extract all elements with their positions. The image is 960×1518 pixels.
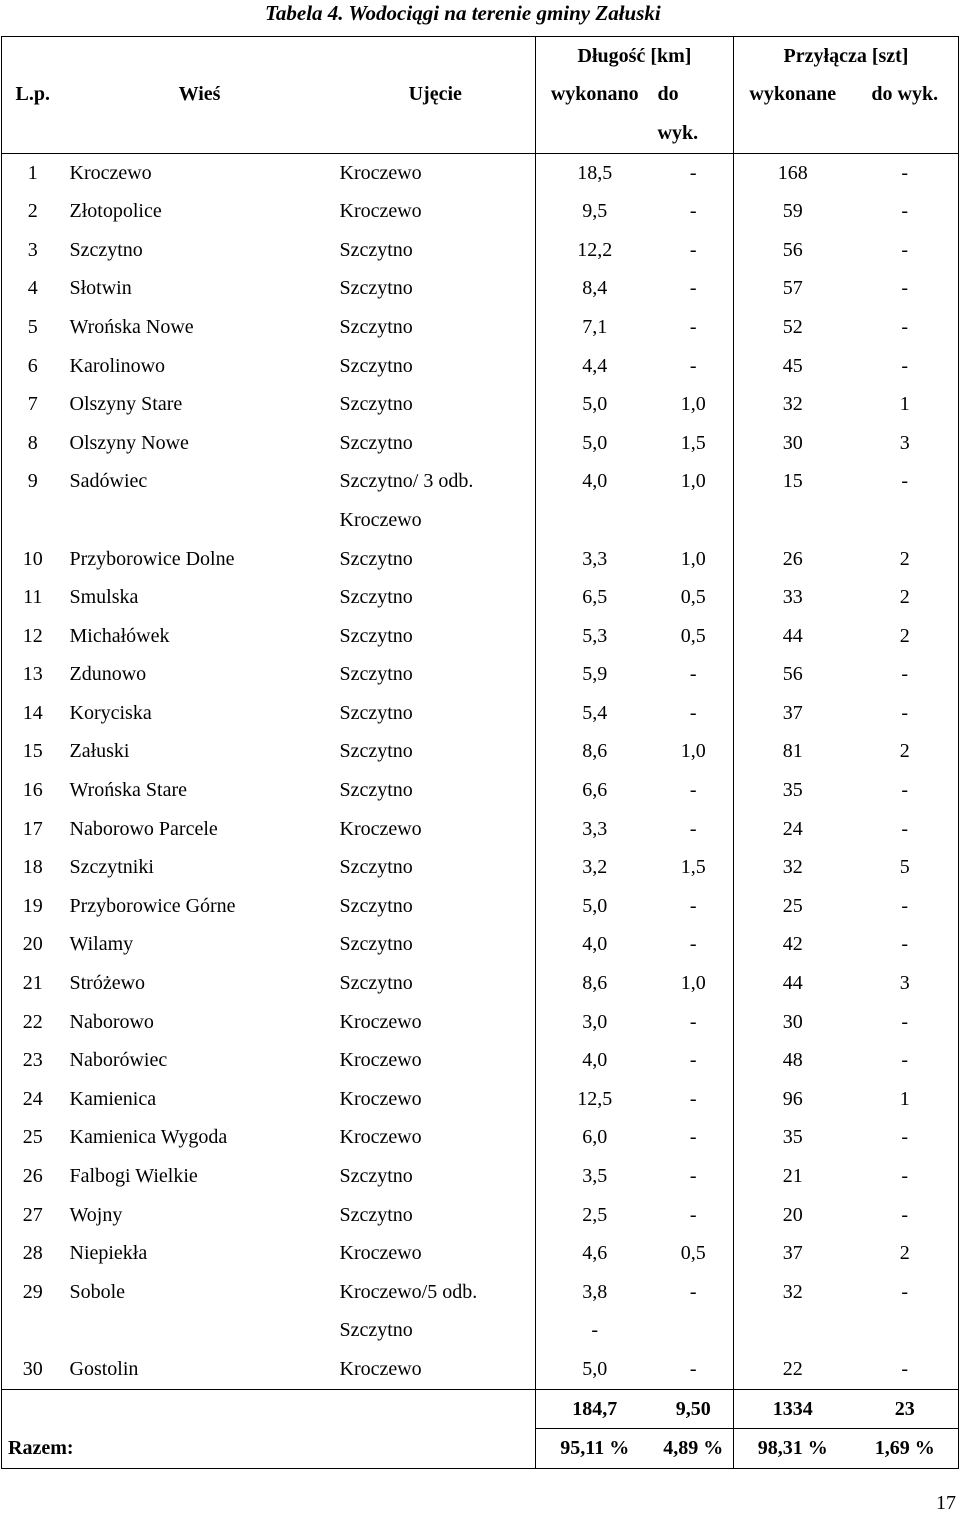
cell-wyk: 6,6 [536, 771, 654, 810]
table-row [2, 1273, 959, 1312]
cell-pd: - [901, 933, 909, 956]
cell-do: - [689, 1126, 697, 1149]
cell-wyk: - [536, 1312, 654, 1351]
cell-do [654, 1312, 734, 1351]
cell-pd: - [901, 663, 909, 686]
cell-wyk: 8,6 [536, 733, 654, 772]
conn-todo-header: do wyk. [871, 83, 939, 106]
cell-pw: 56 [734, 656, 852, 695]
length-done-header: wykonano [536, 76, 654, 115]
cell-pw: 168 [734, 153, 852, 192]
cell-lp: 18 [22, 856, 43, 879]
cell-pw: 21 [734, 1157, 852, 1196]
cell-do: - [689, 933, 697, 956]
cell-wies: Wilamy [69, 933, 134, 956]
header-row-2 [2, 76, 959, 115]
cell-pw: 42 [734, 926, 852, 965]
length-todo-header-1: do [657, 83, 679, 106]
cell-pd: - [901, 1203, 909, 1226]
totals-label: Razem: [8, 1436, 74, 1459]
cell-pd: - [901, 1165, 909, 1188]
header-row-3 [2, 114, 959, 153]
cell-pw: 15 [734, 463, 852, 502]
cell-ujecie: Szczytno [339, 238, 413, 261]
table-row [2, 887, 959, 926]
cell-do: 1,0 [680, 393, 706, 416]
total-sum-wyk: 184,7 [536, 1389, 654, 1429]
cell-lp: 11 [23, 586, 43, 609]
cell-ujecie: Kroczewo [339, 200, 422, 223]
cell-pd: - [901, 817, 909, 840]
cell-lp: 7 [27, 393, 38, 416]
cell-pw: 57 [734, 270, 852, 309]
cell-ujecie: Kroczewo [339, 1087, 422, 1110]
cell-wies: Gostolin [69, 1357, 139, 1380]
cell-lp: 13 [22, 663, 43, 686]
cell-pw: 35 [734, 771, 852, 810]
length-todo-header-2: wyk. [657, 121, 699, 144]
cell-ujecie: Szczytno [339, 1165, 413, 1188]
cell-lp: 2 [27, 200, 38, 223]
cell-pw: 32 [734, 1273, 852, 1312]
cell-wies: Olszyny Nowe [69, 431, 189, 454]
table-row [2, 771, 959, 810]
cell-lp: 17 [22, 817, 43, 840]
cell-lp: 5 [27, 315, 38, 338]
cell-pd: - [901, 277, 909, 300]
cell-wies: Falbogi Wielkie [69, 1165, 198, 1188]
table-title: Tabela 4. Wodociągi na terenie gminy Załuski [265, 1, 661, 25]
cell-pd: 2 [899, 740, 910, 763]
lp-header: L.p. [15, 83, 50, 106]
cell-wyk: 7,1 [536, 308, 654, 347]
cell-wyk: 8,4 [536, 270, 654, 309]
table-row [2, 848, 959, 887]
cell-ujecie: Kroczewo/5 odb. [339, 1280, 478, 1303]
cell-wyk: 5,4 [536, 694, 654, 733]
cell-do: - [689, 1049, 697, 1072]
cell-pd: 2 [899, 547, 910, 570]
table-row [2, 926, 959, 965]
cell-pd: - [901, 1357, 909, 1380]
cell-wies: Stróżewo [69, 972, 146, 995]
cell-pd: - [901, 354, 909, 377]
water-supply-table [1, 36, 959, 1469]
table-row [2, 501, 959, 540]
cell-ujecie: Szczytno [339, 1203, 413, 1226]
cell-wies: Olszyny Stare [69, 393, 183, 416]
cell-wyk: 4,4 [536, 347, 654, 386]
table-row [2, 617, 959, 656]
cell-ujecie: Szczytno [339, 315, 413, 338]
cell-pw: 45 [734, 347, 852, 386]
cell-ujecie: Szczytno [339, 1319, 413, 1342]
cell-ujecie: Kroczewo [339, 161, 422, 184]
cell-pd: - [901, 1280, 909, 1303]
cell-wyk: 4,0 [536, 926, 654, 965]
cell-wies: Słotwin [69, 277, 132, 300]
cell-pw: 48 [734, 1041, 852, 1080]
cell-pw: 32 [734, 848, 852, 887]
cell-pw: 32 [734, 385, 852, 424]
cell-lp: 26 [22, 1165, 43, 1188]
cell-wyk: 18,5 [536, 153, 654, 192]
cell-wies: Naborówiec [69, 1049, 168, 1072]
cell-wyk: 5,3 [536, 617, 654, 656]
table-row [2, 1003, 959, 1042]
cell-lp [2, 1312, 64, 1351]
cell-pw: 56 [734, 231, 852, 270]
cell-pw: 44 [734, 617, 852, 656]
connections-header: Przyłącza [szt] [734, 37, 959, 76]
cell-ujecie: Szczytno/ 3 odb. [339, 470, 474, 493]
cell-lp: 3 [27, 238, 38, 261]
cell-wies: Załuski [69, 740, 130, 763]
table-row [2, 463, 959, 502]
cell-wyk: 5,0 [536, 385, 654, 424]
cell-lp: 10 [22, 547, 43, 570]
table-row [2, 1157, 959, 1196]
cell-wyk: 8,6 [536, 964, 654, 1003]
cell-wies [64, 1312, 336, 1351]
cell-pd: - [901, 1049, 909, 1072]
cell-do: - [689, 315, 697, 338]
cell-pd [852, 501, 959, 540]
cell-wyk: 4,6 [536, 1234, 654, 1273]
cell-ujecie: Szczytno [339, 354, 413, 377]
table-row [2, 810, 959, 849]
cell-wies: Koryciska [69, 701, 152, 724]
table-row [2, 424, 959, 463]
cell-wies: Niepiekła [69, 1242, 148, 1265]
cell-lp [2, 501, 64, 540]
cell-lp: 16 [22, 779, 43, 802]
cell-lp: 27 [22, 1203, 43, 1226]
cell-ujecie: Szczytno [339, 701, 413, 724]
cell-do: - [689, 779, 697, 802]
cell-pd: 1 [899, 1087, 910, 1110]
cell-pw: 20 [734, 1196, 852, 1235]
cell-lp: 19 [22, 894, 43, 917]
cell-pw: 59 [734, 192, 852, 231]
cell-ujecie: Szczytno [339, 393, 413, 416]
total-sum-pd: 23 [894, 1397, 915, 1420]
cell-pw: 52 [734, 308, 852, 347]
cell-pw: 81 [734, 733, 852, 772]
cell-pd: - [901, 701, 909, 724]
cell-pw: 35 [734, 1119, 852, 1158]
cell-wyk: 3,5 [536, 1157, 654, 1196]
cell-do: - [689, 817, 697, 840]
total-pct-pw: 98,31 % [734, 1429, 852, 1469]
cell-wies: Sadówiec [69, 470, 148, 493]
cell-pw: 22 [734, 1350, 852, 1389]
table-row [2, 231, 959, 270]
table-row [2, 385, 959, 424]
cell-ujecie: Szczytno [339, 624, 413, 647]
cell-do: 0,5 [680, 624, 706, 647]
cell-wyk: 3,8 [536, 1273, 654, 1312]
total-sum-pw: 1334 [734, 1389, 852, 1429]
village-header: Wieś [178, 83, 221, 106]
cell-ujecie: Kroczewo [339, 1242, 422, 1265]
cell-wies: Karolinowo [69, 354, 166, 377]
cell-wyk: 6,5 [536, 578, 654, 617]
cell-wies: Sobole [69, 1280, 126, 1303]
cell-ujecie: Szczytno [339, 933, 413, 956]
cell-wies: Kroczewo [69, 161, 152, 184]
cell-do: 1,5 [680, 431, 706, 454]
header-row-1 [2, 37, 959, 76]
cell-pw: 24 [734, 810, 852, 849]
table-row [2, 153, 959, 192]
cell-wies: Zdunowo [69, 663, 147, 686]
cell-ujecie: Szczytno [339, 856, 413, 879]
cell-lp: 14 [22, 701, 43, 724]
cell-ujecie: Szczytno [339, 740, 413, 763]
cell-do: - [689, 701, 697, 724]
length-header: Długość [km] [536, 37, 734, 76]
cell-wyk: 3,2 [536, 848, 654, 887]
total-pct-wyk: 95,11 % [536, 1429, 654, 1469]
cell-do: 1,0 [680, 740, 706, 763]
cell-lp: 8 [27, 431, 38, 454]
cell-wyk: 2,5 [536, 1196, 654, 1235]
cell-ujecie: Szczytno [339, 663, 413, 686]
cell-lp: 9 [27, 470, 38, 493]
cell-wies [64, 501, 336, 540]
cell-lp: 28 [22, 1242, 43, 1265]
cell-wies: Szczytniki [69, 856, 154, 879]
cell-do: 1,0 [680, 470, 706, 493]
cell-ujecie: Szczytno [339, 277, 413, 300]
table-row [2, 192, 959, 231]
cell-pw: 30 [734, 1003, 852, 1042]
table-row [2, 1350, 959, 1389]
total-pct-pd: 1,69 % [852, 1429, 959, 1469]
cell-ujecie: Kroczewo [339, 1049, 422, 1072]
cell-ujecie: Szczytno [339, 779, 413, 802]
total-sum-do: 9,50 [675, 1397, 711, 1420]
cell-lp: 30 [22, 1357, 43, 1380]
cell-wyk: 5,0 [536, 424, 654, 463]
cell-ujecie: Kroczewo [339, 1010, 422, 1033]
cell-pw: 25 [734, 887, 852, 926]
cell-pw: 30 [734, 424, 852, 463]
cell-ujecie: Szczytno [339, 894, 413, 917]
cell-wyk: 4,0 [536, 463, 654, 502]
cell-wies: Złotopolice [69, 200, 162, 223]
table-row [2, 1196, 959, 1235]
page-number: 17 [936, 1492, 956, 1514]
cell-do: - [689, 161, 697, 184]
cell-lp: 25 [22, 1126, 43, 1149]
cell-lp: 1 [27, 161, 38, 184]
cell-do: - [689, 200, 697, 223]
cell-do: 0,5 [680, 1242, 706, 1265]
cell-lp: 12 [22, 624, 43, 647]
cell-pd: 2 [899, 624, 910, 647]
cell-pd: - [901, 315, 909, 338]
table-row [2, 270, 959, 309]
cell-pd: - [901, 238, 909, 261]
cell-pd: 3 [899, 431, 910, 454]
cell-do: - [689, 238, 697, 261]
cell-ujecie: Kroczewo [339, 1126, 422, 1149]
cell-pd: 2 [899, 1242, 910, 1265]
table-row [2, 964, 959, 1003]
cell-lp: 24 [22, 1087, 43, 1110]
cell-wies: Wrońska Nowe [69, 315, 194, 338]
cell-wies: Wojny [69, 1203, 123, 1226]
cell-wyk: 12,5 [536, 1080, 654, 1119]
table-row [2, 1041, 959, 1080]
cell-pd: - [901, 779, 909, 802]
cell-ujecie: Szczytno [339, 972, 413, 995]
table-row [2, 1312, 959, 1351]
cell-lp: 22 [22, 1010, 43, 1033]
cell-pw [734, 1312, 852, 1351]
total-pct-do: 4,89 % [654, 1429, 734, 1469]
cell-pd: 2 [899, 586, 910, 609]
cell-ujecie: Szczytno [339, 586, 413, 609]
totals-sum-row [2, 1389, 959, 1429]
cell-pd: - [901, 1126, 909, 1149]
cell-lp: 4 [27, 277, 38, 300]
cell-wyk: 4,0 [536, 1041, 654, 1080]
table-row [2, 1080, 959, 1119]
table-row [2, 694, 959, 733]
cell-wyk: 5,9 [536, 656, 654, 695]
table-row [2, 733, 959, 772]
intake-header: Ujęcie [408, 83, 462, 106]
cell-wies: Michałówek [69, 624, 170, 647]
totals-pct-row [2, 1429, 959, 1469]
cell-pd: - [901, 161, 909, 184]
cell-do: - [689, 277, 697, 300]
cell-pd: - [901, 894, 909, 917]
table-row [2, 578, 959, 617]
cell-do: - [689, 1087, 697, 1110]
cell-ujecie: Kroczewo [339, 817, 422, 840]
cell-wies: Przyborowice Górne [69, 894, 236, 917]
conn-done-header: wykonane [734, 76, 852, 115]
cell-pd: 3 [899, 972, 910, 995]
cell-wyk: 12,2 [536, 231, 654, 270]
table-row [2, 1119, 959, 1158]
cell-do: - [689, 1165, 697, 1188]
cell-pw [734, 501, 852, 540]
cell-wies: Naborowo Parcele [69, 817, 218, 840]
cell-do: - [689, 894, 697, 917]
cell-ujecie: Szczytno [339, 431, 413, 454]
cell-lp: 6 [27, 354, 38, 377]
cell-pw: 37 [734, 1234, 852, 1273]
cell-wies: Przyborowice Dolne [69, 547, 235, 570]
cell-lp: 20 [22, 933, 43, 956]
cell-lp: 23 [22, 1049, 43, 1072]
cell-pd: 5 [899, 856, 910, 879]
cell-do: - [689, 1357, 697, 1380]
cell-pd [852, 1312, 959, 1351]
cell-wies: Kamienica Wygoda [69, 1126, 228, 1149]
cell-ujecie: Szczytno [339, 547, 413, 570]
cell-do [654, 501, 734, 540]
cell-wies: Kamienica [69, 1087, 157, 1110]
cell-wyk: 3,0 [536, 1003, 654, 1042]
cell-wyk: 3,3 [536, 810, 654, 849]
cell-pd: - [901, 200, 909, 223]
cell-pw: 26 [734, 540, 852, 579]
cell-pd: - [901, 470, 909, 493]
cell-lp: 29 [22, 1280, 43, 1303]
cell-wyk: 6,0 [536, 1119, 654, 1158]
cell-wyk: 9,5 [536, 192, 654, 231]
cell-ujecie: Kroczewo [339, 508, 422, 531]
table-row [2, 540, 959, 579]
cell-do: 1,5 [680, 856, 706, 879]
cell-do: - [689, 1010, 697, 1033]
cell-do: 1,0 [680, 972, 706, 995]
cell-wies: Naborowo [69, 1010, 154, 1033]
cell-do: - [689, 1203, 697, 1226]
cell-wyk: 5,0 [536, 1350, 654, 1389]
cell-wyk: 5,0 [536, 887, 654, 926]
cell-pd: 1 [899, 393, 910, 416]
cell-pw: 33 [734, 578, 852, 617]
cell-do: 0,5 [680, 586, 706, 609]
cell-pw: 37 [734, 694, 852, 733]
cell-wies: Szczytno [69, 238, 143, 261]
table-row [2, 347, 959, 386]
table-row [2, 308, 959, 347]
cell-do: - [689, 1280, 697, 1303]
cell-wies: Wrońska Stare [69, 779, 187, 802]
cell-ujecie: Kroczewo [339, 1357, 422, 1380]
cell-wyk: 3,3 [536, 540, 654, 579]
table-row [2, 1234, 959, 1273]
cell-do: - [689, 663, 697, 686]
table-row [2, 656, 959, 695]
cell-wyk [536, 501, 654, 540]
cell-do: 1,0 [680, 547, 706, 570]
cell-pd: - [901, 1010, 909, 1033]
cell-lp: 21 [22, 972, 43, 995]
cell-pw: 44 [734, 964, 852, 1003]
cell-pw: 96 [734, 1080, 852, 1119]
cell-wies: Smulska [69, 586, 139, 609]
cell-lp: 15 [22, 740, 43, 763]
cell-do: - [689, 354, 697, 377]
